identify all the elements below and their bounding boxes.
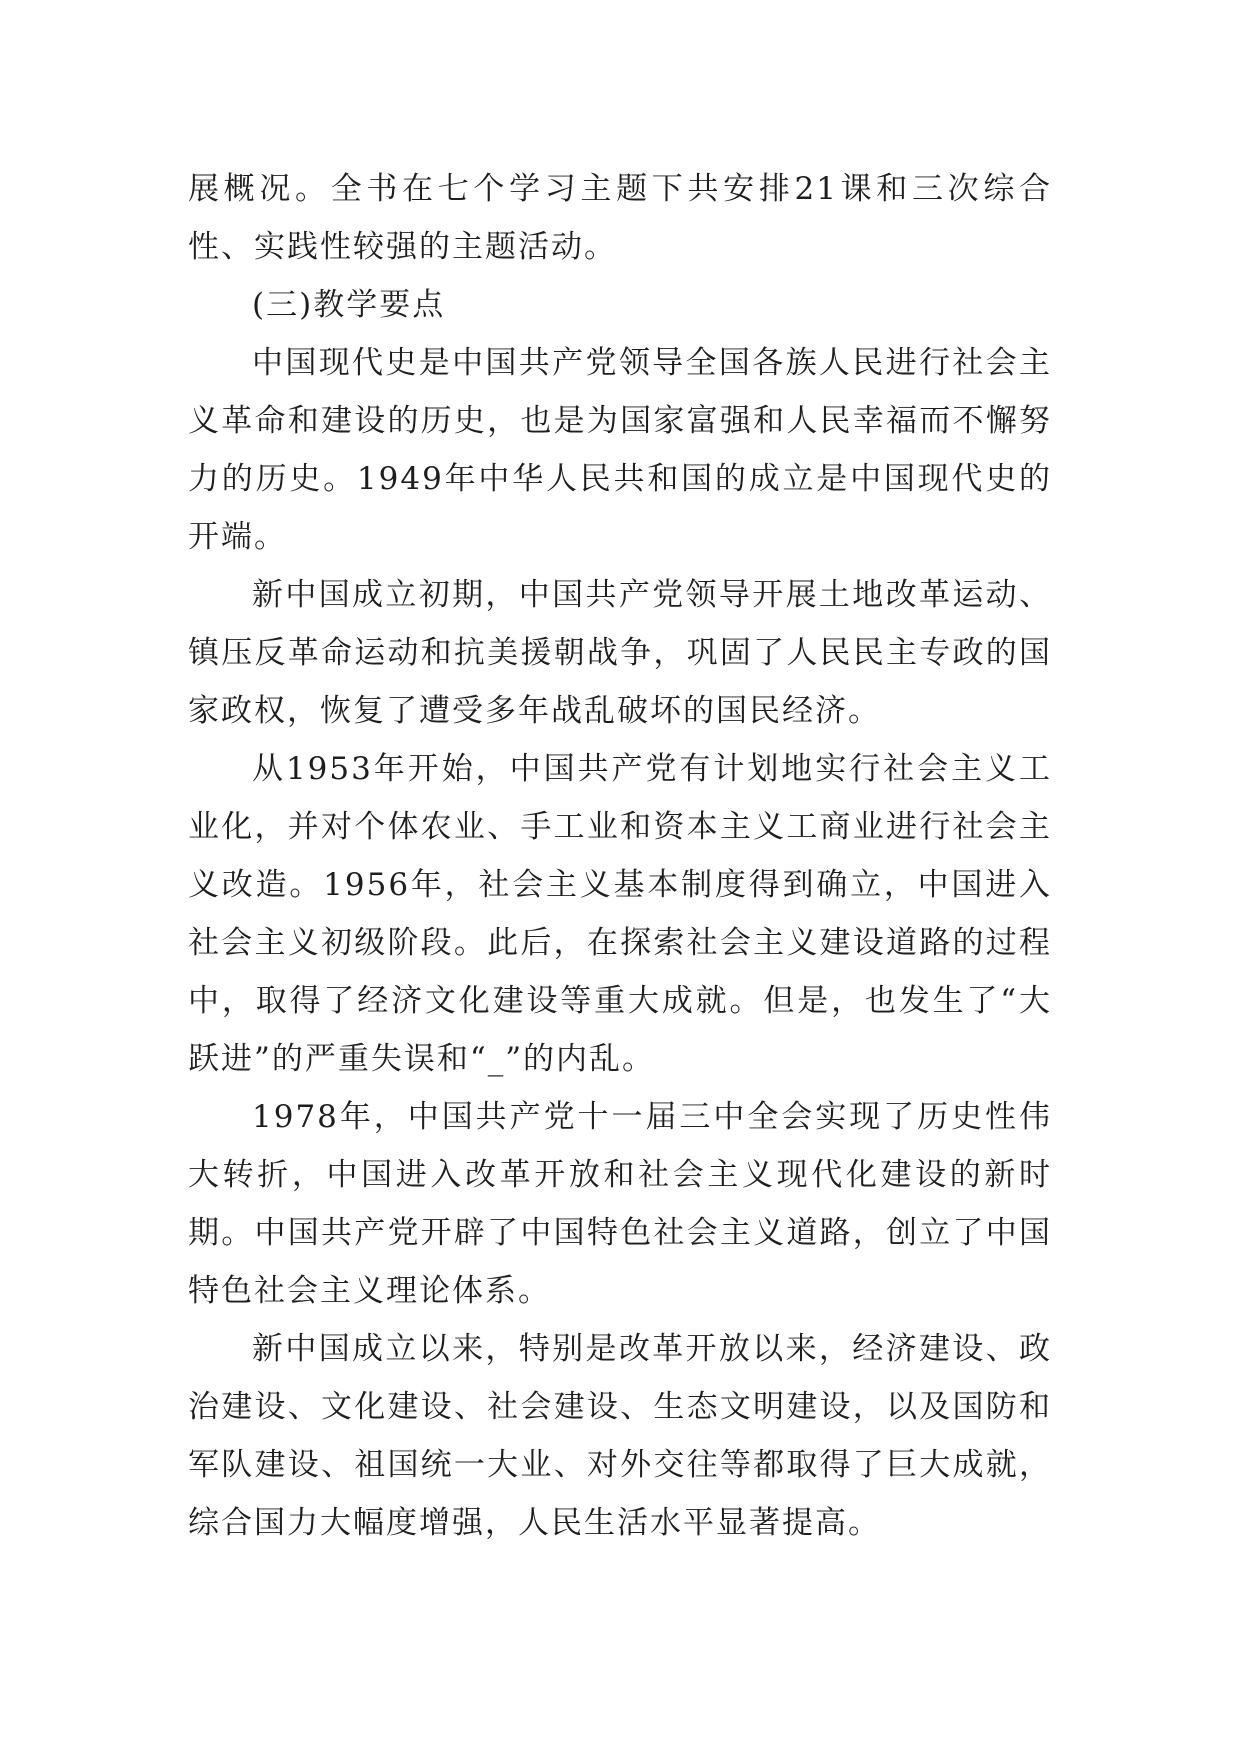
- paragraph-continued: 展概况。全书在七个学习主题下共安排21课和三次综合性、实践性较强的主题活动。: [188, 171, 1052, 265]
- paragraph-achievements: 新中国成立以来，特别是改革开放以来，经济建设、政治建设、文化建设、社会建设、生态文明建设，以及国防和军队建设、祖国统一大业、对外交往等都取得了巨大成就，综合国力大幅度增强，人民生活水平显著提高。: [188, 1331, 1052, 1541]
- section-heading-teaching-points: (三)教学要点: [252, 287, 446, 323]
- paragraph-early-prc: 新中国成立初期，中国共产党领导开展土地改革运动、镇压反革命运动和抗美援朝战争，巩固了人民民主专政的国家政权，恢复了遭受多年战乱破坏的国民经济。: [188, 577, 1052, 729]
- paragraph-socialist-transformation: 从1953年开始，中国共产党有计划地实行社会主义工业化，并对个体农业、手工业和资本主义工商业进行社会主义改造。1956年，社会主义基本制度得到确立，中国进入社会主义初级阶段。此后，在探索社会主义建设道路的过程中，取得了经济文化建设等重大成就。但是，也发生了“大跃进”的严重失误和“_”的内乱。: [188, 751, 1052, 1077]
- paragraph-reform-opening: 1978年，中国共产党十一届三中全会实现了历史性伟大转折，中国进入改革开放和社会主义现代化建设的新时期。中国共产党开辟了中国特色社会主义道路，创立了中国特色社会主义理论体系。: [188, 1099, 1052, 1309]
- paragraph-modern-history: 中国现代史是中国共产党领导全国各族人民进行社会主义革命和建设的历史，也是为国家富强和人民幸福而不懈努力的历史。1949年中华人民共和国的成立是中国现代史的开端。: [188, 345, 1052, 555]
- document-body: [188, 160, 1052, 1552]
